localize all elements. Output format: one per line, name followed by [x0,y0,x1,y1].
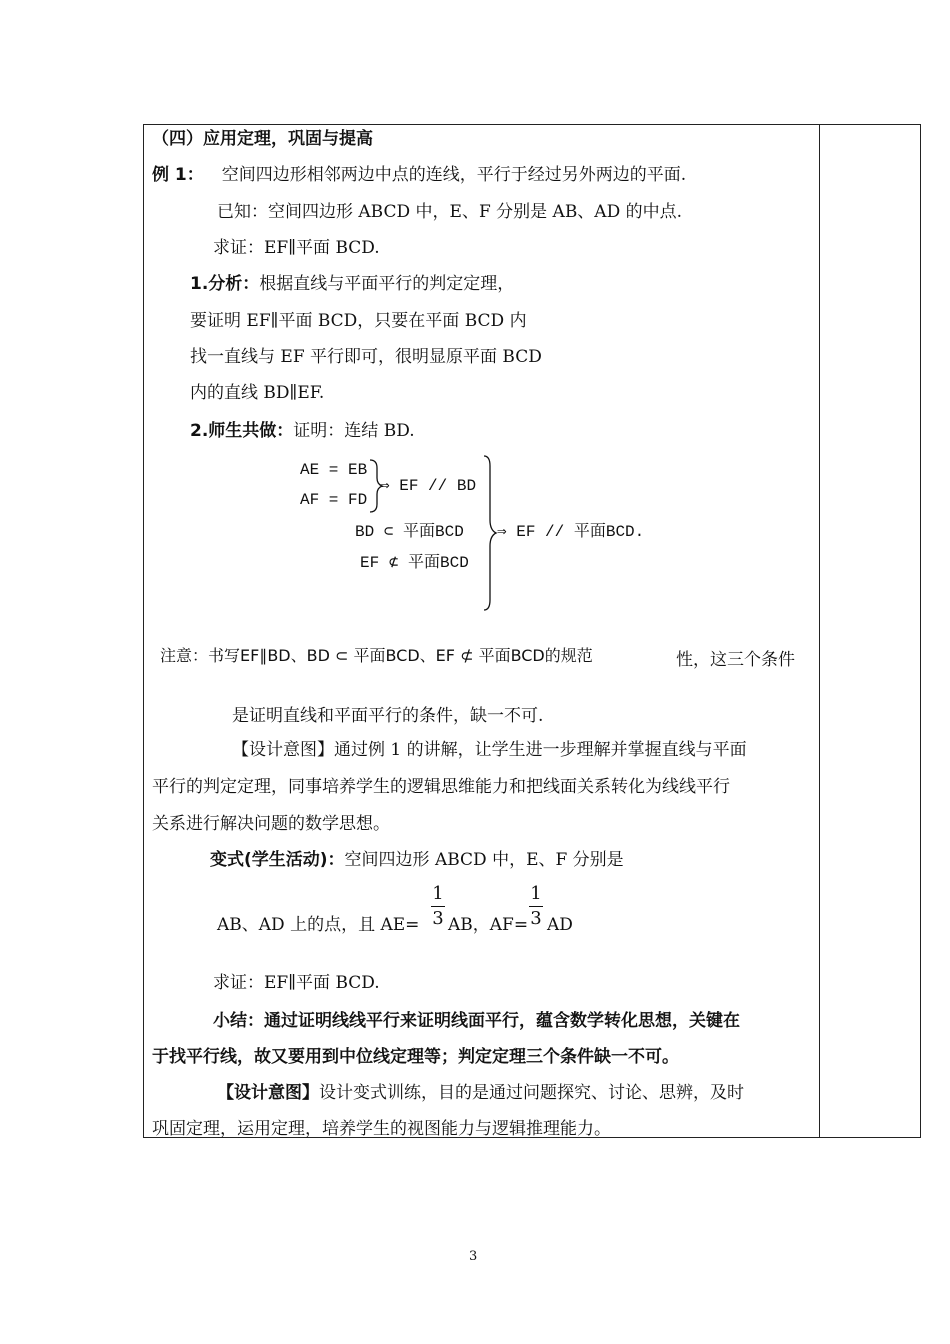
design-2-label: 【设计意图】 [217,1083,319,1103]
variant-pre: AB、AD 上的点，且 AE= [217,915,420,935]
note-formula: 注意：书写EF∥BD、BD ⊂ 平面BCD、EF ⊄ 平面BCD的规范 [160,646,593,665]
outer-brace [484,456,496,610]
fraction-1-bar [431,906,445,907]
design-1-line-3: 关系进行解决问题的数学思想。 [152,814,390,834]
fraction-2-denominator: 3 [530,908,542,929]
proof-label: 2.师生共做： [190,421,294,441]
variant-post: AD [547,915,573,935]
fraction-1-denominator: 3 [432,908,444,929]
analysis-line-1: 1.分析：根据直线与平面平行的判定定理， [190,274,515,294]
formula-ae: AE = EB [300,461,368,479]
proof-text: 证明：连结 BD. [293,421,415,441]
analysis-line-2: 要证明 EF∥平面 BCD，只要在平面 BCD 内 [190,311,527,331]
formula-result: ⇒ EF // 平面BCD. [497,523,645,541]
summary-line-1: 小结：通过证明线线平行来证明线面平行，蕴含数学转化思想，关键在 [213,1011,740,1031]
variant-label: 变式(学生活动)： [210,850,345,870]
given-text: 已知：空间四边形 ABCD 中，E、F 分别是 AB、AD 的中点. [217,202,683,222]
fraction-1-numerator: 1 [432,883,444,904]
summary-line-2: 于找平行线，故又要用到中位线定理等；判定定理三个条件缺一不可。 [152,1047,679,1067]
example-label: 例 1： [152,165,204,185]
analysis-line-4: 内的直线 BD∥EF. [190,383,325,403]
fraction-2-numerator: 1 [530,883,542,904]
prove-2-text: 求证：EF∥平面 BCD. [213,973,380,993]
formula-af: AF = FD [300,491,368,509]
formula-mid: ⇒ EF // BD [380,477,477,495]
design-2-line-2: 巩固定理，运用定理，培养学生的视图能力与逻辑推理能力。 [152,1119,611,1139]
formula-ef: EF ⊄ 平面BCD [360,554,469,572]
design-2-text: 设计变式训练，目的是通过问题探究、讨论、思辨，及时 [319,1083,744,1103]
analysis-label: 1.分析： [190,274,260,294]
section-heading: （四）应用定理，巩固与提高 [152,129,373,149]
formula-bd: BD ⊂ 平面BCD [355,523,464,541]
design-1-line-1: 【设计意图】通过例 1 的讲解，让学生进一步理解并掌握直线与平面 [232,740,747,760]
design-1-line-2: 平行的判定定理，同事培养学生的逻辑思维能力和把线面关系转化为线线平行 [152,777,730,797]
prove-text: 求证：EF∥平面 BCD. [213,238,380,258]
page-number: 3 [469,1249,478,1264]
example-text: 空间四边形相邻两边中点的连线，平行于经过另外两边的平面. [221,165,687,185]
note-tail: 性，这三个条件 [676,650,795,670]
fraction-2-bar [529,906,543,907]
analysis-line-3: 找一直线与 EF 平行即可，很明显原平面 BCD [190,347,542,367]
variant-mid: AB，AF= [448,915,529,935]
variant-line [210,849,624,871]
inner-brace [370,460,382,512]
design-2-line-1 [217,1082,744,1104]
variant-text: 空间四边形 ABCD 中，E、F 分别是 [344,850,624,870]
note-line-2: 是证明直线和平面平行的条件，缺一不可. [232,706,544,726]
